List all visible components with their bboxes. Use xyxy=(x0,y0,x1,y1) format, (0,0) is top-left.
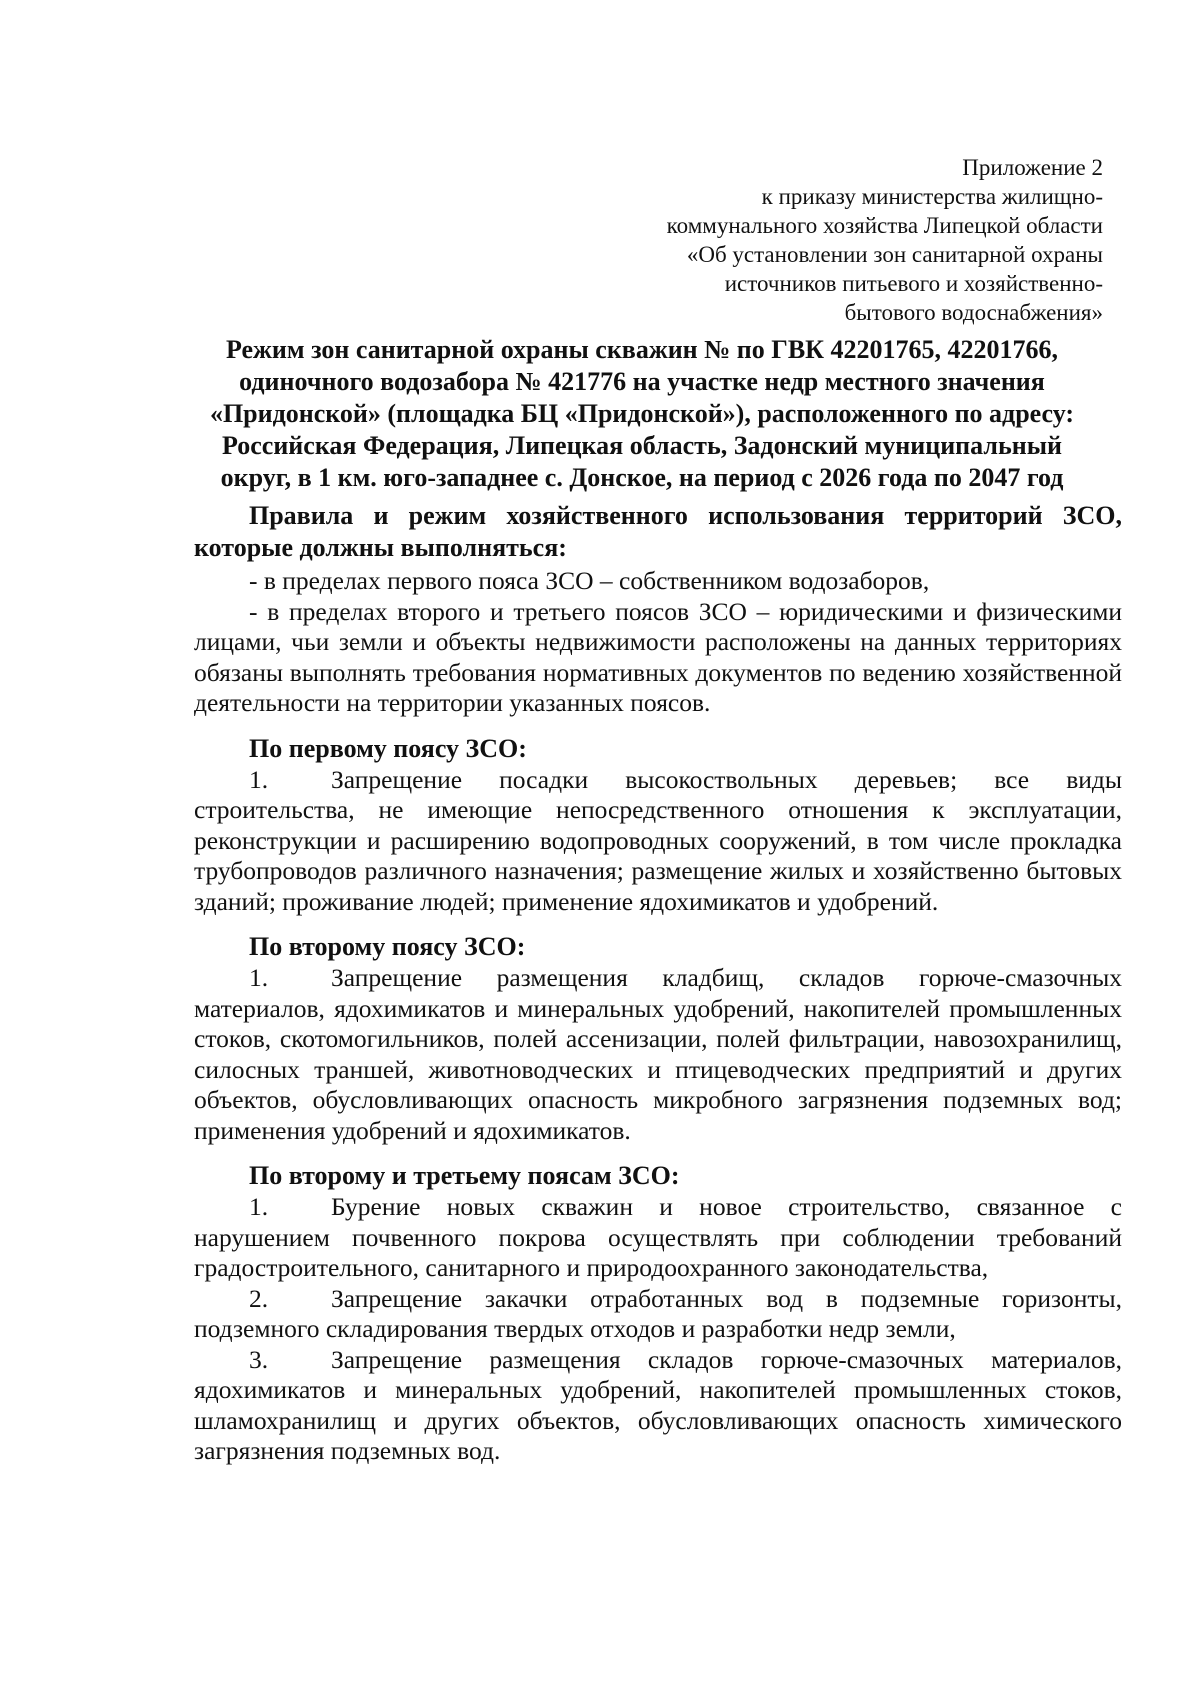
appendix-line: к приказу министерства жилищно- xyxy=(761,184,1103,209)
rules-heading: Правила и режим хозяйственного использования территорий ЗСО, которые должны выполняться: xyxy=(194,501,1122,562)
section-title: По первому поясу ЗСО: xyxy=(249,733,527,763)
document-title xyxy=(180,334,1104,494)
item-number: 3. xyxy=(249,1344,269,1374)
title-line: «Придонской» (площадка БЦ «Придонской»), расположенного по адресу: xyxy=(209,399,1075,428)
item-text: Запрещение размещения кладбищ, складов горюче-смазочных материалов, ядохимикатов и минеральных удобрений, накопителей промышленных стоков, скотомогильников, полей ассенизации, полей фильтрации, навозохранилищ, силосных траншей, животноводческих и птицеводческих предприятий и других объектов, обусловливающих опасность микробного загрязнения подземных вод; применения удобрений и ядохимикатов. xyxy=(194,963,1122,1145)
appendix-block xyxy=(503,153,1103,327)
item-number: 1. xyxy=(249,1192,269,1221)
section-title: По второму поясу ЗСО: xyxy=(249,932,526,961)
item-text: Запрещение размещения складов горюче-смазочных материалов, ядохимикатов и минеральных удобрений, накопителей промышленных стоков, шламохранилищ и других объектов, обусловливающих опасность химического загрязнения подземных вод. xyxy=(194,1344,1122,1465)
item-number: 1. xyxy=(249,963,269,992)
title-line: округ, в 1 км. юго-западнее с. Донское, на период с 2026 года по 2047 год xyxy=(220,463,1064,492)
appendix-line: коммунального хозяйства Липецкой области xyxy=(666,213,1103,238)
appendix-line: «Об установлении зон санитарной охраны xyxy=(686,242,1103,267)
list-item xyxy=(194,1192,1122,1284)
title-line: Российская Федерация, Липецкая область, Задонский муниципальный xyxy=(222,431,1062,460)
item-number: 2. xyxy=(249,1283,269,1313)
document-body xyxy=(194,500,1122,1467)
item-text: Запрещение закачки отработанных вод в подземные горизонты, подземного складирования твердых отходов и разработки недр земли, xyxy=(194,1283,1122,1343)
list-item xyxy=(194,963,1122,1146)
list-item xyxy=(194,765,1122,918)
list-item xyxy=(194,1284,1122,1345)
appendix-line: источников питьевого и хозяйственно- xyxy=(724,271,1103,296)
item-text: Бурение новых скважин и новое строительство, связанное с нарушением почвенного покрова осуществлять при соблюдении требований градостроительного, санитарного и природоохранного законодательства, xyxy=(194,1192,1122,1282)
title-line: одиночного водозабора № 421776 на участке недр местного значения xyxy=(239,367,1045,396)
title-line: Режим зон санитарной охраны скважин № по ГВК 42201765, 42201766, xyxy=(225,335,1059,364)
rules-line: - в пределах первого пояса ЗСО – собственником водозаборов, xyxy=(249,566,930,595)
item-text: Запрещение посадки высокоствольных деревьев; все виды строительства, не имеющие непосредственного отношения к эксплуатации, реконструкции и расширению водопроводных сооружений, в том числе прокладка трубопроводов различного назначения; размещение жилых и хозяйственно бытовых зданий; проживание людей; применение ядохимикатов и удобрений. xyxy=(194,764,1122,916)
appendix-line: Приложение 2 xyxy=(962,155,1103,180)
list-item xyxy=(194,1345,1122,1467)
item-number: 1. xyxy=(249,764,269,794)
rules-line: - в пределах второго и третьего поясов ЗСО – юридическими и физическими лицами, чьи земли и объекты недвижимости расположены на данных территориях обязаны выполнять требования нормативных документов по ведению хозяйственной деятельности на территории указанных поясов. xyxy=(194,596,1122,717)
appendix-line: бытового водоснабжения» xyxy=(844,300,1103,325)
section-title: По второму и третьему поясам ЗСО: xyxy=(249,1161,680,1190)
